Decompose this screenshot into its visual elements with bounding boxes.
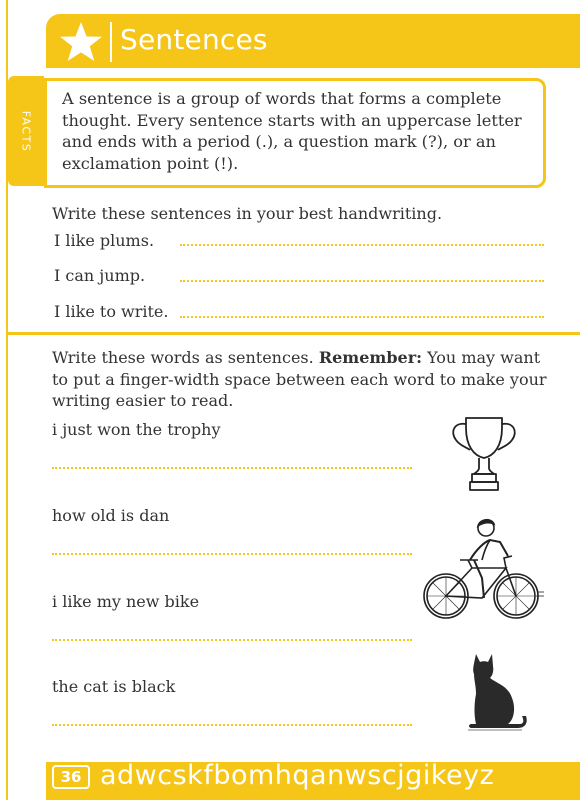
- section1-instruction: Write these sentences in your best handwriting.: [52, 204, 443, 223]
- sentence-1: I like plums.: [54, 231, 155, 250]
- writing-line-7[interactable]: [52, 724, 412, 726]
- section2-instruction: [52, 347, 552, 412]
- writing-line-5[interactable]: [52, 553, 412, 555]
- prompt-1: i just won the trophy: [52, 420, 221, 439]
- alphabet-decoration: adwcskfbomhqanwscjgikeyz: [100, 760, 495, 791]
- writing-line-6[interactable]: [52, 639, 412, 641]
- writing-line-1[interactable]: [180, 244, 544, 246]
- page-title: Sentences: [120, 23, 268, 56]
- title-divider: [110, 22, 112, 62]
- section2-instruction-start: Write these words as sentences.: [52, 348, 314, 367]
- section-divider: [8, 332, 580, 335]
- facts-text: [62, 88, 532, 174]
- prompt-4: the cat is black: [52, 677, 176, 696]
- cat-picture: [462, 650, 528, 732]
- writing-line-3[interactable]: [180, 316, 544, 318]
- sentence-3: I like to write.: [54, 302, 169, 321]
- page-number: 36: [60, 768, 82, 786]
- section2-instruction-rest: You may want to put a finger-width space between each word to make your writing easier to read.: [52, 348, 547, 410]
- remember-label: Remember:: [318, 348, 423, 367]
- prompt-3: i like my new bike: [52, 592, 200, 611]
- bike-rider-picture: [420, 516, 544, 626]
- facts-text-body: A sentence is a group of words that forms a complete thought. Every sentence starts with an uppercase letter and ends with a period (.), a question mark (?), or an exclamation point (!).: [62, 89, 522, 173]
- star-icon: [58, 20, 104, 62]
- facts-label: [8, 76, 44, 186]
- prompt-2: how old is dan: [52, 506, 170, 525]
- facts-label-text: FACTS: [19, 110, 33, 152]
- writing-line-2[interactable]: [180, 280, 544, 282]
- page-number-box: [52, 765, 90, 789]
- sentence-2: I can jump.: [54, 266, 146, 285]
- trophy-picture: [448, 412, 520, 494]
- writing-line-4[interactable]: [52, 467, 412, 469]
